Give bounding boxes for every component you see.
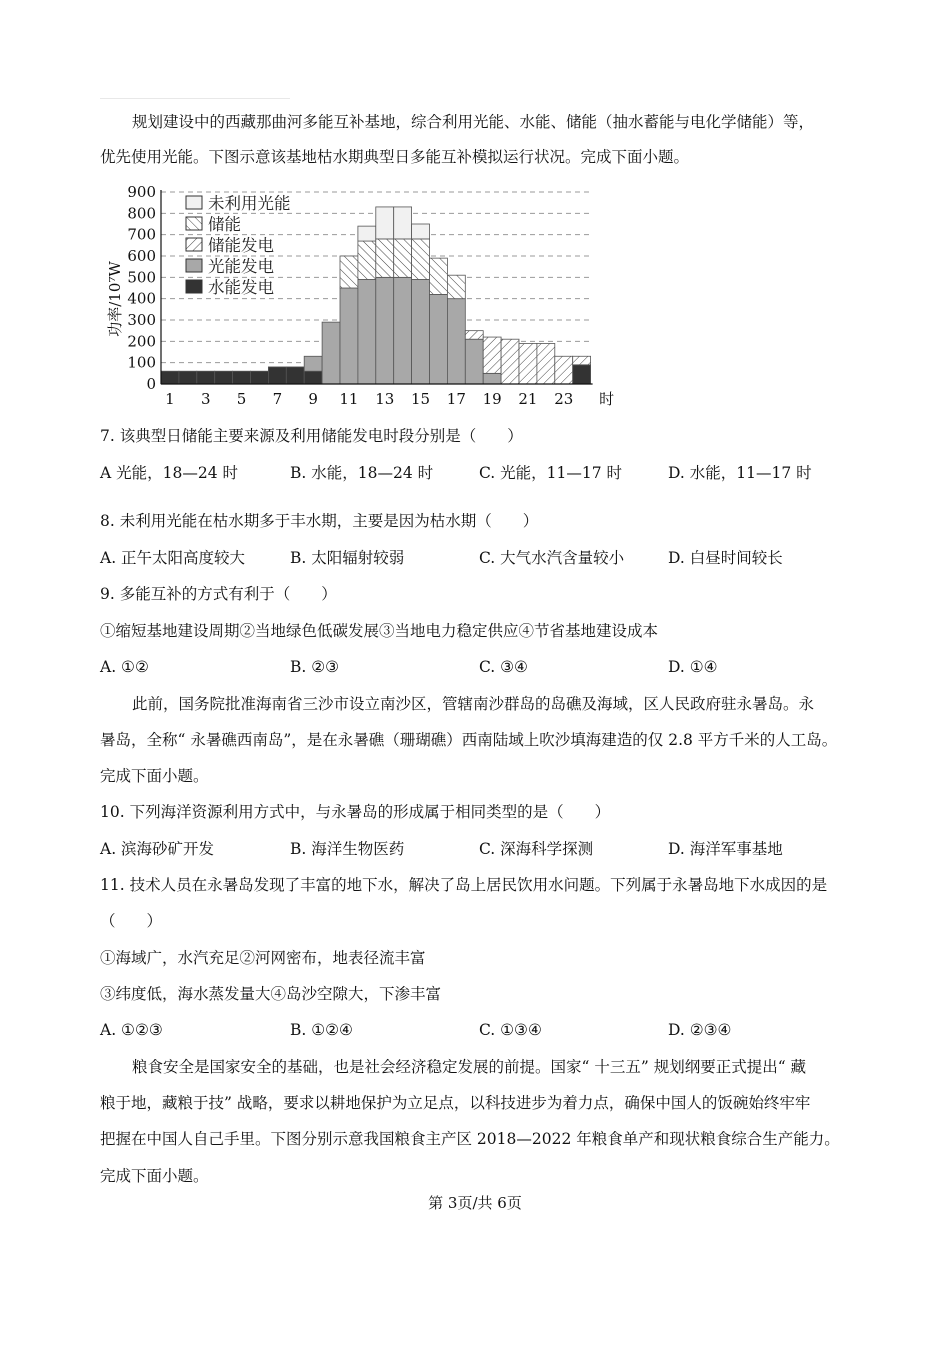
solar-bar bbox=[304, 356, 322, 371]
q7-option-a[interactable]: A 光能，18—24 时 bbox=[100, 464, 238, 482]
legend-unused-solar-swatch bbox=[186, 196, 202, 209]
storage-gen-bar bbox=[465, 331, 483, 340]
q7-option-b[interactable]: B. 水能，18—24 时 bbox=[290, 464, 434, 482]
x-tick-label: 17 bbox=[446, 390, 466, 408]
storage-bar bbox=[430, 258, 448, 294]
passage1-line2: 优先使用光能。下图示意该基地枯水期典型日多能互补模拟运行状况。完成下面小题。 bbox=[100, 148, 690, 166]
x-tick-label: 11 bbox=[339, 390, 359, 408]
q10-option-b[interactable]: B. 海洋生物医药 bbox=[290, 840, 405, 858]
q10-option-a[interactable]: A. 滨海砂矿开发 bbox=[100, 840, 215, 858]
x-tick-label: 7 bbox=[272, 390, 283, 408]
legend-storage-gen-swatch bbox=[186, 238, 202, 251]
solar-bar bbox=[465, 339, 483, 384]
unused-solar-bar bbox=[412, 224, 430, 239]
q9-stem: 9. 多能互补的方式有利于（ ） bbox=[100, 585, 337, 603]
solar-bar bbox=[376, 277, 394, 384]
hydro-bar bbox=[179, 371, 197, 384]
y-tick-label: 800 bbox=[127, 204, 156, 223]
hydro-bar bbox=[268, 367, 286, 384]
q7-option-d[interactable]: D. 水能，11—17 时 bbox=[668, 464, 812, 482]
storage-bar bbox=[412, 239, 430, 280]
passage3-line1: 粮食安全是国家安全的基础，也是社会经济稳定发展的前提。国家“ 十三五” 规划纲要正式提出“ 藏 bbox=[132, 1058, 807, 1076]
q11-items-1: ①海域广，水汽充足②河网密布，地表径流丰富 bbox=[100, 949, 426, 967]
q11-option-b[interactable]: B. ①②④ bbox=[290, 1021, 353, 1039]
hydro-bar bbox=[304, 371, 322, 384]
q9-option-b[interactable]: B. ②③ bbox=[290, 658, 340, 676]
legend-storage-gen-label: 储能发电 bbox=[208, 236, 274, 255]
x-tick-label: 23 bbox=[554, 390, 574, 408]
q11-option-c[interactable]: C. ①③④ bbox=[479, 1021, 542, 1039]
q8-option-c[interactable]: C. 大气水汽含量较小 bbox=[479, 549, 625, 567]
legend-solar-swatch bbox=[186, 259, 202, 272]
y-tick-label: 700 bbox=[127, 225, 156, 244]
q11-option-a[interactable]: A. ①②③ bbox=[100, 1021, 163, 1039]
unused-solar-bar bbox=[376, 207, 394, 239]
storage-bar bbox=[394, 239, 412, 277]
passage2-line1: 此前，国务院批准海南省三沙市设立南沙区，管辖南沙群岛的岛礁及海域，区人民政府驻永暑岛。永 bbox=[132, 695, 815, 713]
q9-option-d[interactable]: D. ①④ bbox=[668, 658, 718, 676]
y-tick-label: 600 bbox=[127, 247, 156, 265]
unused-solar-bar bbox=[358, 226, 376, 241]
passage2-line2: 暑岛，全称“ 永暑礁西南岛”，是在永暑礁（珊瑚礁）西南陆域上吹沙填海建造的仅 2.8 平方千米的人工岛。 bbox=[100, 731, 838, 749]
q8-option-d[interactable]: D. 白昼时间较长 bbox=[668, 549, 783, 567]
passage2-line3: 完成下面小题。 bbox=[100, 767, 209, 785]
hydro-bar bbox=[286, 367, 304, 384]
q8-option-b[interactable]: B. 太阳辐射较弱 bbox=[290, 549, 405, 567]
q10-option-c[interactable]: C. 深海科学探测 bbox=[479, 840, 594, 858]
x-tick-label: 19 bbox=[482, 390, 502, 408]
page-footer: 第 3页/共 6页 bbox=[428, 1194, 522, 1212]
storage-bar bbox=[340, 256, 358, 288]
passage3-line4: 完成下面小题。 bbox=[100, 1167, 209, 1185]
x-tick-label: 13 bbox=[375, 390, 395, 408]
solar-bar bbox=[412, 279, 430, 384]
q11-items-2: ③纬度低，海水蒸发量大④岛沙空隙大，下渗丰富 bbox=[100, 985, 442, 1003]
q9-option-c[interactable]: C. ③④ bbox=[479, 658, 528, 676]
solar-bar bbox=[447, 299, 465, 384]
x-tick-label: 1 bbox=[165, 390, 175, 408]
hydro-bar bbox=[197, 371, 215, 384]
x-axis-label: 时 bbox=[599, 390, 615, 408]
hydro-bar bbox=[215, 371, 233, 384]
hydro-bar bbox=[573, 365, 591, 384]
legend-storage-swatch bbox=[186, 217, 202, 230]
storage-gen-bar bbox=[555, 356, 573, 384]
q11-stem: 11. 技术人员在永暑岛发现了丰富的地下水，解决了岛上居民饮用水问题。下列属于永暑岛地下水成因的是 bbox=[100, 876, 828, 894]
y-tick-label: 0 bbox=[146, 375, 156, 393]
storage-gen-bar bbox=[501, 339, 519, 384]
storage-bar bbox=[447, 275, 465, 298]
q10-option-d[interactable]: D. 海洋军事基地 bbox=[668, 840, 783, 858]
passage1-line1: 规划建设中的西藏那曲河多能互补基地，综合利用光能、水能、储能（抽水蓄能与电化学储能）等， bbox=[132, 113, 815, 131]
q7-option-c[interactable]: C. 光能，11—17 时 bbox=[479, 464, 623, 482]
legend-hydro-swatch bbox=[186, 280, 202, 293]
power-chart bbox=[100, 182, 630, 412]
storage-gen-bar bbox=[483, 337, 501, 373]
q11-option-d[interactable]: D. ②③④ bbox=[668, 1021, 732, 1039]
q9-items: ①缩短基地建设周期②当地绿色低碳发展③当地电力稳定供应④节省基地建设成本 bbox=[100, 622, 659, 640]
legend-hydro-label: 水能发电 bbox=[208, 278, 274, 297]
solar-bar bbox=[322, 322, 340, 384]
hydro-bar bbox=[233, 371, 251, 384]
solar-bar bbox=[358, 279, 376, 384]
q11-stem-paren: （ ） bbox=[100, 912, 163, 930]
y-tick-label: 100 bbox=[127, 353, 156, 372]
q7-stem: 7. 该典型日储能主要来源及利用储能发电时段分别是（ ） bbox=[100, 427, 523, 445]
y-tick-label: 300 bbox=[127, 311, 156, 329]
x-tick-label: 9 bbox=[308, 390, 318, 408]
storage-bar bbox=[376, 239, 394, 277]
solar-bar bbox=[483, 373, 501, 384]
x-tick-label: 5 bbox=[236, 390, 247, 408]
storage-gen-bar bbox=[519, 343, 537, 384]
passage3-line3: 把握在中国人自己手里。下图分别示意我国粮食主产区 2018—2022 年粮食单产和现状粮食综合生产能力。 bbox=[100, 1130, 840, 1148]
y-tick-label: 400 bbox=[127, 289, 156, 308]
unused-solar-bar bbox=[394, 207, 412, 239]
y-tick-label: 500 bbox=[127, 268, 156, 287]
solar-bar bbox=[340, 288, 358, 384]
x-tick-label: 3 bbox=[200, 390, 211, 408]
legend-unused-solar-label: 未利用光能 bbox=[208, 194, 291, 213]
q10-stem: 10. 下列海洋资源利用方式中，与永暑岛的形成属于相同类型的是（ ） bbox=[100, 803, 611, 821]
x-tick-label: 21 bbox=[518, 390, 538, 408]
q8-option-a[interactable]: A. 正午太阳高度较大 bbox=[100, 549, 246, 567]
passage3-line2: 粮于地，藏粮于技” 战略，要求以耕地保护为立足点，以科技进步为着力点，确保中国人的饭碗始终牢牢 bbox=[100, 1094, 811, 1112]
hydro-bar bbox=[161, 371, 179, 384]
q8-stem: 8. 未利用光能在枯水期多于丰水期，主要是因为枯水期（ ） bbox=[100, 512, 539, 530]
storage-bar bbox=[358, 241, 376, 279]
storage-gen-bar bbox=[537, 343, 555, 384]
storage-gen-bar bbox=[573, 356, 591, 365]
hydro-bar bbox=[251, 371, 269, 384]
solar-bar bbox=[394, 277, 412, 384]
q9-option-a[interactable]: A. ①② bbox=[100, 658, 149, 676]
x-tick-label: 15 bbox=[411, 390, 431, 408]
y-tick-label: 900 bbox=[127, 183, 156, 201]
header-rule bbox=[100, 98, 290, 99]
solar-bar bbox=[430, 294, 448, 384]
y-tick-label: 200 bbox=[127, 332, 156, 351]
y-axis-label: 功率/10⁷W bbox=[106, 261, 124, 337]
legend-storage-label: 储能 bbox=[208, 215, 241, 234]
legend-solar-label: 光能发电 bbox=[208, 257, 274, 276]
